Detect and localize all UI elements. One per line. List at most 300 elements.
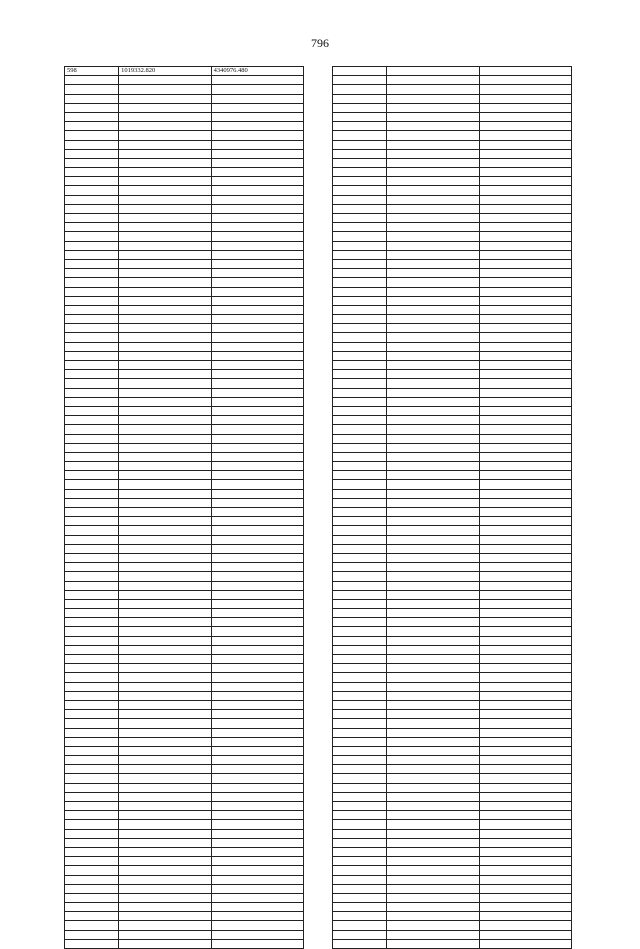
point-number-cell bbox=[333, 361, 387, 370]
y-coordinate-cell bbox=[211, 719, 303, 728]
y-coordinate-cell bbox=[211, 535, 303, 544]
point-number-cell bbox=[333, 691, 387, 700]
point-number-cell bbox=[333, 590, 387, 599]
y-coordinate-cell bbox=[211, 691, 303, 700]
x-coordinate-cell bbox=[387, 158, 479, 167]
table-row bbox=[333, 361, 572, 370]
table-row bbox=[65, 94, 304, 103]
table-row bbox=[333, 103, 572, 112]
table-row bbox=[333, 214, 572, 223]
x-coordinate-cell bbox=[387, 241, 479, 250]
point-number-cell bbox=[333, 903, 387, 912]
table-row bbox=[65, 792, 304, 801]
table-row bbox=[333, 737, 572, 746]
table-row bbox=[65, 912, 304, 921]
x-coordinate-cell bbox=[387, 305, 479, 314]
table-row bbox=[65, 783, 304, 792]
x-coordinate-cell bbox=[387, 912, 479, 921]
y-coordinate-cell bbox=[211, 149, 303, 158]
point-number-cell bbox=[65, 232, 119, 241]
y-coordinate-cell bbox=[211, 939, 303, 948]
x-coordinate-cell bbox=[387, 682, 479, 691]
y-coordinate-cell bbox=[211, 452, 303, 461]
point-number-cell bbox=[333, 250, 387, 259]
point-number-cell bbox=[333, 452, 387, 461]
y-coordinate-cell bbox=[211, 269, 303, 278]
y-coordinate-cell bbox=[211, 195, 303, 204]
point-number-cell bbox=[333, 443, 387, 452]
y-coordinate-cell bbox=[479, 333, 571, 342]
table-row bbox=[333, 765, 572, 774]
table-row bbox=[333, 76, 572, 85]
y-coordinate-cell bbox=[211, 829, 303, 838]
y-coordinate-cell bbox=[479, 122, 571, 131]
x-coordinate-cell bbox=[387, 425, 479, 434]
table-row bbox=[65, 269, 304, 278]
table-row bbox=[333, 655, 572, 664]
y-coordinate-cell bbox=[211, 756, 303, 765]
point-number-cell bbox=[333, 875, 387, 884]
table-row bbox=[333, 563, 572, 572]
point-number-cell bbox=[333, 434, 387, 443]
table-row bbox=[333, 710, 572, 719]
table-row bbox=[65, 618, 304, 627]
x-coordinate-cell bbox=[387, 140, 479, 149]
point-number-cell bbox=[65, 94, 119, 103]
x-coordinate-cell bbox=[387, 756, 479, 765]
table-row bbox=[333, 177, 572, 186]
x-coordinate-cell bbox=[119, 802, 211, 811]
y-coordinate-cell bbox=[211, 85, 303, 94]
point-number-cell bbox=[65, 168, 119, 177]
table-row bbox=[65, 746, 304, 755]
y-coordinate-cell bbox=[479, 838, 571, 847]
point-number-cell bbox=[333, 921, 387, 930]
x-coordinate-cell bbox=[387, 802, 479, 811]
table-row bbox=[333, 829, 572, 838]
x-coordinate-cell bbox=[119, 655, 211, 664]
x-coordinate-cell bbox=[119, 140, 211, 149]
table-row bbox=[65, 710, 304, 719]
point-number-cell bbox=[65, 765, 119, 774]
y-coordinate-cell bbox=[479, 682, 571, 691]
table-row bbox=[65, 903, 304, 912]
point-number-cell bbox=[65, 351, 119, 360]
x-coordinate-cell bbox=[119, 627, 211, 636]
x-coordinate-cell bbox=[119, 811, 211, 820]
table-row bbox=[65, 480, 304, 489]
point-number-cell bbox=[65, 204, 119, 213]
table-row bbox=[333, 838, 572, 847]
table-row bbox=[333, 664, 572, 673]
x-coordinate-cell bbox=[387, 434, 479, 443]
table-row bbox=[65, 112, 304, 121]
y-coordinate-cell bbox=[479, 553, 571, 562]
y-coordinate-cell bbox=[479, 572, 571, 581]
x-coordinate-cell bbox=[119, 223, 211, 232]
table-row bbox=[333, 792, 572, 801]
x-coordinate-cell bbox=[387, 324, 479, 333]
y-coordinate-cell bbox=[479, 636, 571, 645]
x-coordinate-cell bbox=[387, 361, 479, 370]
x-coordinate-cell bbox=[387, 471, 479, 480]
x-coordinate-cell bbox=[387, 939, 479, 948]
x-coordinate-cell bbox=[119, 379, 211, 388]
x-coordinate-cell bbox=[119, 342, 211, 351]
point-number-cell bbox=[65, 177, 119, 186]
point-number-cell bbox=[333, 572, 387, 581]
point-number-cell bbox=[333, 939, 387, 948]
point-number-cell bbox=[65, 563, 119, 572]
point-number-cell bbox=[333, 508, 387, 517]
point-number-cell bbox=[65, 287, 119, 296]
table-row bbox=[65, 838, 304, 847]
point-number-cell bbox=[333, 645, 387, 654]
x-coordinate-cell bbox=[387, 333, 479, 342]
point-number-cell bbox=[333, 783, 387, 792]
y-coordinate-cell bbox=[479, 719, 571, 728]
point-number-cell bbox=[65, 259, 119, 268]
table-row bbox=[65, 315, 304, 324]
x-coordinate-cell bbox=[119, 214, 211, 223]
y-coordinate-cell bbox=[211, 682, 303, 691]
x-coordinate-cell bbox=[119, 728, 211, 737]
x-coordinate-cell bbox=[387, 462, 479, 471]
table-row bbox=[333, 866, 572, 875]
table-row bbox=[333, 94, 572, 103]
point-number-cell bbox=[65, 122, 119, 131]
table-row bbox=[65, 572, 304, 581]
point-number-cell bbox=[333, 866, 387, 875]
x-coordinate-cell bbox=[119, 664, 211, 673]
y-coordinate-cell bbox=[479, 149, 571, 158]
x-coordinate-cell bbox=[387, 351, 479, 360]
y-coordinate-cell bbox=[211, 324, 303, 333]
x-coordinate-cell bbox=[119, 691, 211, 700]
point-number-cell bbox=[65, 278, 119, 287]
table-row bbox=[333, 278, 572, 287]
point-number-cell bbox=[65, 526, 119, 535]
x-coordinate-cell bbox=[119, 572, 211, 581]
y-coordinate-cell bbox=[479, 388, 571, 397]
point-number-cell bbox=[65, 691, 119, 700]
table-row bbox=[333, 756, 572, 765]
y-coordinate-cell bbox=[211, 232, 303, 241]
x-coordinate-cell bbox=[387, 553, 479, 562]
table-row bbox=[65, 508, 304, 517]
y-coordinate-cell bbox=[211, 462, 303, 471]
point-number-cell bbox=[65, 535, 119, 544]
table-row bbox=[65, 158, 304, 167]
x-coordinate-cell bbox=[119, 361, 211, 370]
x-coordinate-cell bbox=[387, 517, 479, 526]
point-number-cell bbox=[65, 379, 119, 388]
y-coordinate-cell bbox=[211, 838, 303, 847]
x-coordinate-cell bbox=[119, 618, 211, 627]
x-coordinate-cell bbox=[119, 122, 211, 131]
x-coordinate-cell bbox=[119, 287, 211, 296]
y-coordinate-cell bbox=[211, 315, 303, 324]
y-coordinate-cell bbox=[211, 774, 303, 783]
table-row bbox=[333, 673, 572, 682]
x-coordinate-cell bbox=[387, 746, 479, 755]
y-coordinate-cell bbox=[479, 406, 571, 415]
table-row bbox=[65, 719, 304, 728]
y-coordinate-cell bbox=[211, 912, 303, 921]
y-coordinate-cell bbox=[479, 370, 571, 379]
point-number-cell bbox=[333, 232, 387, 241]
point-number-cell bbox=[333, 305, 387, 314]
point-number-cell bbox=[333, 838, 387, 847]
table-row bbox=[65, 756, 304, 765]
y-coordinate-cell bbox=[211, 857, 303, 866]
table-row bbox=[65, 462, 304, 471]
table-row bbox=[333, 122, 572, 131]
x-coordinate-cell bbox=[387, 866, 479, 875]
point-number-cell bbox=[65, 664, 119, 673]
point-number-cell bbox=[333, 893, 387, 902]
x-coordinate-cell bbox=[119, 737, 211, 746]
y-coordinate-cell bbox=[211, 746, 303, 755]
table-row bbox=[333, 480, 572, 489]
y-coordinate-cell bbox=[479, 214, 571, 223]
y-coordinate-cell bbox=[479, 765, 571, 774]
point-number-cell bbox=[333, 388, 387, 397]
table-row bbox=[333, 471, 572, 480]
y-coordinate-cell bbox=[211, 498, 303, 507]
y-coordinate-cell bbox=[211, 700, 303, 709]
y-coordinate-cell bbox=[479, 397, 571, 406]
y-coordinate-cell bbox=[211, 599, 303, 608]
x-coordinate-cell bbox=[119, 563, 211, 572]
point-number-cell bbox=[65, 397, 119, 406]
x-coordinate-cell bbox=[119, 673, 211, 682]
table-row bbox=[333, 746, 572, 755]
table-row bbox=[65, 67, 304, 76]
table-row bbox=[65, 829, 304, 838]
x-coordinate-cell bbox=[119, 112, 211, 121]
y-coordinate-cell bbox=[479, 259, 571, 268]
x-coordinate-cell bbox=[387, 214, 479, 223]
left-coordinate-table bbox=[64, 66, 304, 949]
x-coordinate-cell bbox=[119, 884, 211, 893]
x-coordinate-cell bbox=[119, 416, 211, 425]
x-coordinate-cell bbox=[387, 700, 479, 709]
y-coordinate-cell bbox=[479, 452, 571, 461]
y-coordinate-cell bbox=[211, 544, 303, 553]
point-number-cell bbox=[65, 783, 119, 792]
x-coordinate-cell bbox=[119, 76, 211, 85]
point-number-cell bbox=[65, 682, 119, 691]
x-coordinate-cell bbox=[387, 930, 479, 939]
x-coordinate-cell bbox=[119, 682, 211, 691]
y-coordinate-cell bbox=[479, 204, 571, 213]
point-number-cell bbox=[65, 112, 119, 121]
table-row bbox=[65, 443, 304, 452]
table-row bbox=[65, 351, 304, 360]
y-coordinate-cell bbox=[211, 553, 303, 562]
point-number-cell bbox=[333, 406, 387, 415]
table-row bbox=[333, 691, 572, 700]
x-coordinate-cell bbox=[387, 480, 479, 489]
table-row bbox=[65, 149, 304, 158]
y-coordinate-cell bbox=[479, 912, 571, 921]
table-row bbox=[333, 609, 572, 618]
x-coordinate-cell bbox=[387, 269, 479, 278]
point-number-cell bbox=[65, 241, 119, 250]
table-row bbox=[65, 609, 304, 618]
table-row bbox=[333, 259, 572, 268]
x-coordinate-cell bbox=[119, 866, 211, 875]
table-row bbox=[333, 388, 572, 397]
table-row bbox=[65, 370, 304, 379]
table-row bbox=[333, 443, 572, 452]
x-coordinate-cell bbox=[119, 756, 211, 765]
table-row bbox=[333, 774, 572, 783]
table-row bbox=[65, 361, 304, 370]
point-number-cell bbox=[333, 737, 387, 746]
point-number-cell bbox=[65, 305, 119, 314]
x-coordinate-cell bbox=[119, 609, 211, 618]
y-coordinate-cell bbox=[479, 195, 571, 204]
y-coordinate-cell bbox=[479, 710, 571, 719]
y-coordinate-cell bbox=[479, 315, 571, 324]
table-row bbox=[333, 168, 572, 177]
x-coordinate-cell bbox=[119, 296, 211, 305]
table-row bbox=[333, 250, 572, 259]
point-number-cell bbox=[65, 425, 119, 434]
table-row bbox=[333, 820, 572, 829]
x-coordinate-cell bbox=[119, 103, 211, 112]
point-number-cell bbox=[65, 673, 119, 682]
table-row bbox=[333, 425, 572, 434]
y-coordinate-cell bbox=[211, 112, 303, 121]
y-coordinate-cell bbox=[479, 664, 571, 673]
table-row bbox=[65, 866, 304, 875]
x-coordinate-cell bbox=[119, 912, 211, 921]
x-coordinate-cell bbox=[387, 884, 479, 893]
y-coordinate-cell bbox=[211, 278, 303, 287]
point-number-cell bbox=[333, 94, 387, 103]
y-coordinate-cell bbox=[479, 783, 571, 792]
y-coordinate-cell bbox=[211, 103, 303, 112]
point-number-cell bbox=[65, 572, 119, 581]
x-coordinate-cell bbox=[387, 544, 479, 553]
x-coordinate-cell bbox=[387, 609, 479, 618]
y-coordinate-cell bbox=[211, 416, 303, 425]
y-coordinate-cell bbox=[211, 434, 303, 443]
y-coordinate-cell bbox=[479, 278, 571, 287]
x-coordinate-cell bbox=[119, 406, 211, 415]
point-number-cell bbox=[333, 76, 387, 85]
table-row bbox=[333, 416, 572, 425]
table-row bbox=[65, 204, 304, 213]
point-number-cell bbox=[65, 480, 119, 489]
y-coordinate-cell bbox=[479, 517, 571, 526]
table-row bbox=[333, 728, 572, 737]
table-row bbox=[333, 186, 572, 195]
y-coordinate-cell bbox=[479, 728, 571, 737]
y-coordinate-cell bbox=[211, 572, 303, 581]
point-number-cell bbox=[65, 581, 119, 590]
y-coordinate-cell bbox=[479, 526, 571, 535]
x-coordinate-cell bbox=[387, 406, 479, 415]
y-coordinate-cell bbox=[211, 728, 303, 737]
x-coordinate-cell bbox=[119, 939, 211, 948]
table-row bbox=[65, 526, 304, 535]
table-row bbox=[65, 728, 304, 737]
point-number-cell bbox=[333, 544, 387, 553]
point-number-cell bbox=[333, 140, 387, 149]
point-number-cell bbox=[65, 269, 119, 278]
table-row bbox=[333, 296, 572, 305]
point-number-cell bbox=[333, 517, 387, 526]
x-coordinate-cell bbox=[119, 700, 211, 709]
table-row bbox=[65, 737, 304, 746]
x-coordinate-cell bbox=[119, 305, 211, 314]
x-coordinate-cell bbox=[387, 627, 479, 636]
y-coordinate-cell bbox=[211, 471, 303, 480]
x-coordinate-cell bbox=[119, 94, 211, 103]
x-coordinate-cell bbox=[387, 664, 479, 673]
table-row bbox=[333, 195, 572, 204]
y-coordinate-cell bbox=[211, 618, 303, 627]
x-coordinate-cell bbox=[387, 379, 479, 388]
y-coordinate-cell bbox=[479, 168, 571, 177]
table-row bbox=[65, 168, 304, 177]
point-number-cell bbox=[333, 149, 387, 158]
x-coordinate-cell bbox=[119, 168, 211, 177]
x-coordinate-cell bbox=[119, 893, 211, 902]
table-row bbox=[65, 939, 304, 948]
table-row bbox=[65, 85, 304, 94]
point-number-cell bbox=[65, 223, 119, 232]
table-row bbox=[65, 287, 304, 296]
x-coordinate-cell bbox=[119, 544, 211, 553]
y-coordinate-cell bbox=[211, 609, 303, 618]
table-row bbox=[65, 131, 304, 140]
y-coordinate-cell bbox=[211, 792, 303, 801]
table-row bbox=[333, 857, 572, 866]
table-row bbox=[333, 305, 572, 314]
point-number-cell bbox=[333, 498, 387, 507]
table-row bbox=[65, 103, 304, 112]
x-coordinate-cell bbox=[119, 875, 211, 884]
x-coordinate-cell bbox=[387, 168, 479, 177]
table-row bbox=[333, 406, 572, 415]
point-number-cell bbox=[65, 324, 119, 333]
y-coordinate-cell bbox=[211, 866, 303, 875]
point-number-cell bbox=[65, 489, 119, 498]
point-number-cell bbox=[333, 526, 387, 535]
y-coordinate-cell bbox=[211, 802, 303, 811]
point-number-cell bbox=[65, 250, 119, 259]
table-row bbox=[65, 186, 304, 195]
y-coordinate-cell bbox=[211, 581, 303, 590]
y-coordinate-cell bbox=[479, 305, 571, 314]
table-row bbox=[65, 599, 304, 608]
point-number-cell bbox=[333, 664, 387, 673]
y-coordinate-cell bbox=[479, 287, 571, 296]
table-row bbox=[65, 452, 304, 461]
table-row bbox=[333, 67, 572, 76]
point-number-cell bbox=[65, 930, 119, 939]
table-row bbox=[333, 581, 572, 590]
y-coordinate-cell bbox=[479, 177, 571, 186]
point-number-cell bbox=[65, 406, 119, 415]
x-coordinate-cell bbox=[119, 903, 211, 912]
table-row bbox=[333, 342, 572, 351]
